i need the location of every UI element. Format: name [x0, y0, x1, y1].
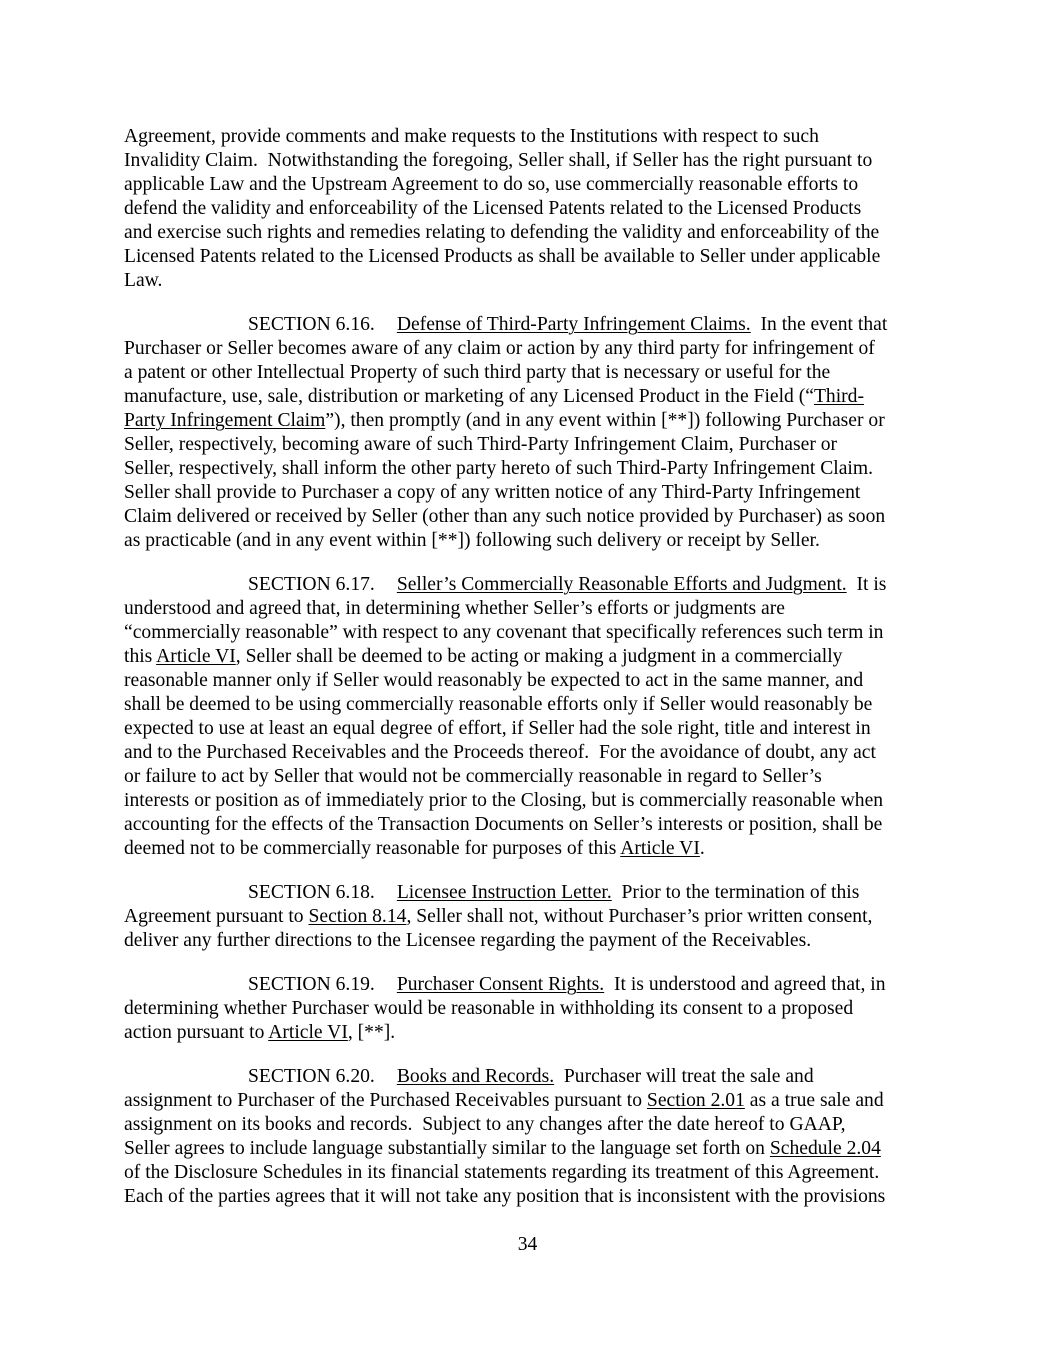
- text-span: , Seller shall not, without Purchaser’s prior written consent,: [406, 906, 873, 927]
- section-heading: Licensee Instruction Letter.: [396, 882, 612, 903]
- cross-reference: Schedule 2.04: [769, 1138, 881, 1159]
- text-span: Agreement pursuant to: [124, 906, 309, 927]
- section-heading: Defense of Third-Party Infringement Claims.: [396, 314, 751, 335]
- section-heading: Books and Records.: [396, 1066, 555, 1087]
- text-line: [124, 409, 885, 433]
- text-line: accounting for the effects of the Transaction Documents on Seller’s interests or position, shall be: [124, 814, 883, 835]
- text-line: Claim delivered or received by Seller (other than any such notice provided by Purchaser) as soon: [124, 506, 886, 527]
- text-line: [124, 905, 872, 929]
- text-span: ”), then promptly (and in any event within [**]) following Purchaser or: [325, 410, 885, 431]
- section-number: SECTION 6.17.: [248, 574, 375, 595]
- text-line: Invalidity Claim. Notwithstanding the foregoing, Seller shall, if Seller has the right pursuant to: [124, 150, 873, 171]
- text-span: Prior to the termination of this: [621, 882, 860, 903]
- text-line: [124, 1089, 884, 1113]
- text-line: [124, 385, 864, 409]
- section-number: SECTION 6.19.: [248, 974, 375, 995]
- text-line: assignment on its books and records. Subject to any changes after the date hereof to GAAP,: [124, 1114, 846, 1135]
- text-line: Each of the parties agrees that it will not take any position that is inconsistent with the provisions: [124, 1186, 886, 1207]
- text-line: or failure to act by Seller that would not be commercially reasonable in regard to Seller’s: [124, 766, 822, 787]
- text-span: , [**].: [347, 1022, 396, 1043]
- text-line: defend the validity and enforceability of the Licensed Patents related to the Licensed Products: [124, 198, 862, 219]
- text-line: of the Disclosure Schedules in its financial statements regarding its treatment of this Agreement.: [124, 1162, 880, 1183]
- page-number: 34: [517, 1234, 538, 1255]
- cross-reference: Article VI: [620, 838, 700, 859]
- section-number: SECTION 6.16.: [248, 314, 375, 335]
- text-line: Seller, respectively, becoming aware of such Third-Party Infringement Claim, Purchaser or: [124, 434, 838, 455]
- text-span: In the event that: [760, 314, 888, 335]
- text-span: as a true sale and: [744, 1090, 884, 1111]
- text-line: applicable Law and the Upstream Agreement to do so, use commercially reasonable efforts to: [124, 174, 859, 195]
- text-span: this: [124, 646, 157, 667]
- section-heading: Seller’s Commercially Reasonable Efforts and Judgment.: [396, 574, 847, 595]
- section-6-20-heading-line: [248, 1065, 814, 1089]
- text-line: [124, 645, 842, 669]
- section-number: SECTION 6.20.: [248, 1066, 375, 1087]
- text-line: and to the Purchased Receivables and the Proceeds thereof. For the avoidance of doubt, any act: [124, 742, 876, 763]
- text-span: Purchaser will treat the sale and: [563, 1066, 814, 1087]
- text-line: expected to use at least an equal degree of effort, if Seller had the sole right, title and interest in: [124, 718, 871, 739]
- text-line: understood and agreed that, in determining whether Seller’s efforts or judgments are: [124, 598, 785, 619]
- defined-term: Party Infringement Claim: [124, 410, 326, 431]
- text-line: shall be deemed to be using commercially reasonable efforts only if Seller would reasonably be: [124, 694, 873, 715]
- text-line: Agreement, provide comments and make requests to the Institutions with respect to such: [124, 126, 819, 147]
- text-line: Purchaser or Seller becomes aware of any claim or action by any third party for infringement of: [124, 338, 875, 359]
- text-line: Seller shall provide to Purchaser a copy of any written notice of any Third-Party Infringement: [124, 482, 861, 503]
- text-span: assignment to Purchaser of the Purchased Receivables pursuant to: [124, 1090, 647, 1111]
- text-span: It is understood and agreed that, in: [613, 974, 886, 995]
- defined-term: Third-: [813, 386, 865, 407]
- text-line: Licensed Patents related to the Licensed Products as shall be available to Seller under applicable: [124, 246, 881, 267]
- text-line: interests or position as of immediately prior to the Closing, but is commercially reasonable when: [124, 790, 884, 811]
- cross-reference: Article VI: [156, 646, 236, 667]
- section-6-19-heading-line: [248, 973, 886, 997]
- cross-reference: Section 2.01: [646, 1090, 745, 1111]
- text-line: a patent or other Intellectual Property of such third party that is necessary or useful for the: [124, 362, 831, 383]
- text-line: Seller, respectively, shall inform the other party hereto of such Third-Party Infringement Claim.: [124, 458, 874, 479]
- cross-reference: Article VI: [268, 1022, 348, 1043]
- cross-reference: Section 8.14: [308, 906, 407, 927]
- text-line: determining whether Purchaser would be reasonable in withholding its consent to a proposed: [124, 998, 854, 1019]
- section-6-17-heading-line: [248, 573, 886, 597]
- text-line: [124, 1137, 881, 1161]
- text-span: , Seller shall be deemed to be acting or making a judgment in a commercially: [235, 646, 843, 667]
- text-line: and exercise such rights and remedies relating to defending the validity and enforceability of the: [124, 222, 880, 243]
- text-line: Law.: [124, 270, 163, 291]
- text-line: [124, 837, 705, 861]
- text-line: reasonable manner only if Seller would reasonably be expected to act in the same manner, and: [124, 670, 864, 691]
- section-number: SECTION 6.18.: [248, 882, 375, 903]
- text-span: Seller agrees to include language substantially similar to the language set forth on: [124, 1138, 770, 1159]
- text-line: as practicable (and in any event within [**]) following such delivery or receipt by Seller.: [124, 530, 820, 551]
- section-heading: Purchaser Consent Rights.: [396, 974, 605, 995]
- text-line: “commercially reasonable” with respect to any covenant that specifically references such term in: [124, 622, 884, 643]
- text-span: action pursuant to: [124, 1022, 269, 1043]
- text-span: manufacture, use, sale, distribution or marketing of any Licensed Product in the Field (“: [124, 386, 814, 407]
- text-line: deliver any further directions to the Licensee regarding the payment of the Receivables.: [124, 930, 812, 951]
- section-6-18-heading-line: [248, 881, 859, 905]
- text-span: .: [699, 838, 705, 859]
- text-line: [124, 1021, 395, 1045]
- section-6-16-heading-line: [248, 313, 887, 337]
- text-span: It is: [856, 574, 887, 595]
- text-span: deemed not to be commercially reasonable for purposes of this: [124, 838, 621, 859]
